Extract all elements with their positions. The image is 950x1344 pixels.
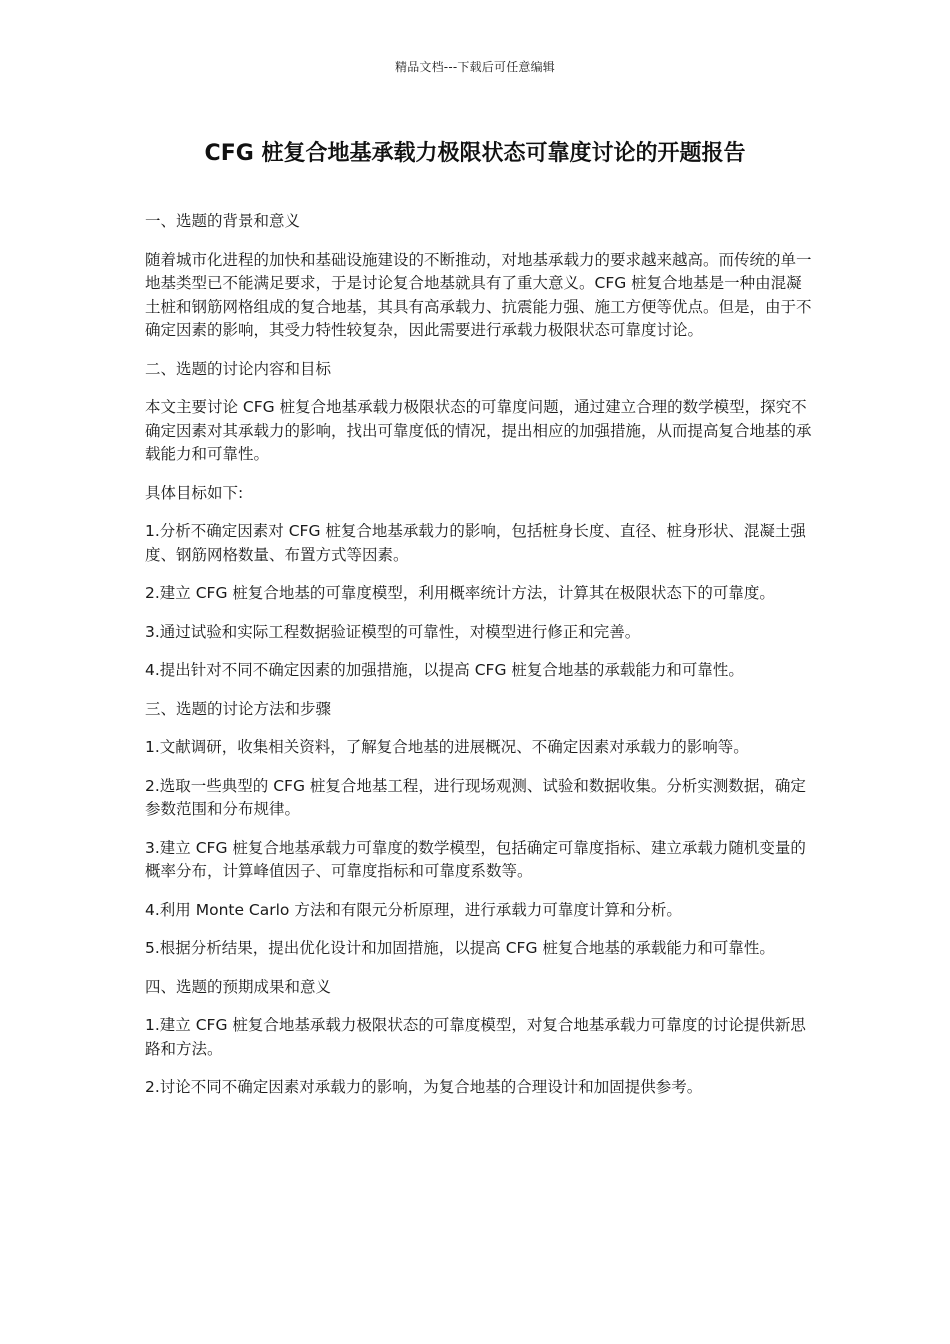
method-item-3: 3.建立 CFG 桩复合地基承载力可靠度的数学模型，包括确定可靠度指标、建立承载力随机变量的概率分布，计算峰值因子、可靠度指标和可靠度系数等。 (145, 838, 806, 880)
method-item-5: 5.根据分析结果，提出优化设计和加固措施，以提高 CFG 桩复合地基的承载能力和可靠性。 (145, 939, 775, 957)
section-heading-methods: 三、选题的讨论方法和步骤 (145, 699, 332, 718)
document-body (145, 210, 813, 1115)
paragraph-goals-intro: 具体目标如下: (145, 483, 244, 502)
goal-item-4: 4.提出针对不同不确定因素的加强措施，以提高 CFG 桩复合地基的承载能力和可靠性。 (145, 661, 744, 679)
section-heading-outcomes: 四、选题的预期成果和意义 (145, 977, 332, 996)
paragraph-background: 随着城市化进程的加快和基础设施建设的不断推动，对地基承载力的要求越来越高。而传统的单一地基类型已不能满足要求，于是讨论复合地基就具有了重大意义。CFG 桩复合地基是一种由混凝土桩和钢筋网格组成的复合地基，其具有高承载力、抗震能力强、施工方便等优点。但是，由于不确定因素的影响，其受力特性较复杂，因此需要进行承载力极限状态可靠度讨论。 (145, 250, 812, 339)
method-item-2: 2.选取一些典型的 CFG 桩复合地基工程，进行现场观测、试验和数据收集。分析实测数据，确定参数范围和分布规律。 (145, 776, 806, 818)
goal-item-2: 2.建立 CFG 桩复合地基的可靠度模型，利用概率统计方法，计算其在极限状态下的可靠度。 (145, 584, 775, 602)
page-header-note: 精品文档---下载后可任意编辑 (395, 60, 555, 74)
section-heading-content-goals: 二、选题的讨论内容和目标 (145, 359, 332, 378)
document-title: CFG 桩复合地基承载力极限状态可靠度讨论的开题报告 (204, 141, 746, 166)
section-heading-background: 一、选题的背景和意义 (145, 212, 301, 230)
goal-item-3: 3.通过试验和实际工程数据验证模型的可靠性，对模型进行修正和完善。 (145, 622, 641, 641)
paragraph-content-goals: 本文主要讨论 CFG 桩复合地基承载力极限状态的可靠度问题，通过建立合理的数学模型，探究不确定因素对其承载力的影响，找出可靠度低的情况，提出相应的加强措施，从而提高复合地基的承载能力和可靠性。 (145, 398, 812, 463)
outcome-item-1: 1.建立 CFG 桩复合地基承载力极限状态的可靠度模型，对复合地基承载力可靠度的讨论提供新思路和方法。 (145, 1016, 806, 1058)
goal-item-1: 1.分析不确定因素对 CFG 桩复合地基承载力的影响，包括桩身长度、直径、桩身形状、混凝土强度、钢筋网格数量、布置方式等因素。 (145, 522, 806, 564)
method-item-4: 4.利用 Monte Carlo 方法和有限元分析原理，进行承载力可靠度计算和分析。 (145, 900, 682, 919)
method-item-1: 1.文献调研，收集相关资料，了解复合地基的进展概况、不确定因素对承载力的影响等。 (145, 738, 749, 756)
outcome-item-2: 2.讨论不同不确定因素对承载力的影响，为复合地基的合理设计和加固提供参考。 (145, 1078, 703, 1096)
